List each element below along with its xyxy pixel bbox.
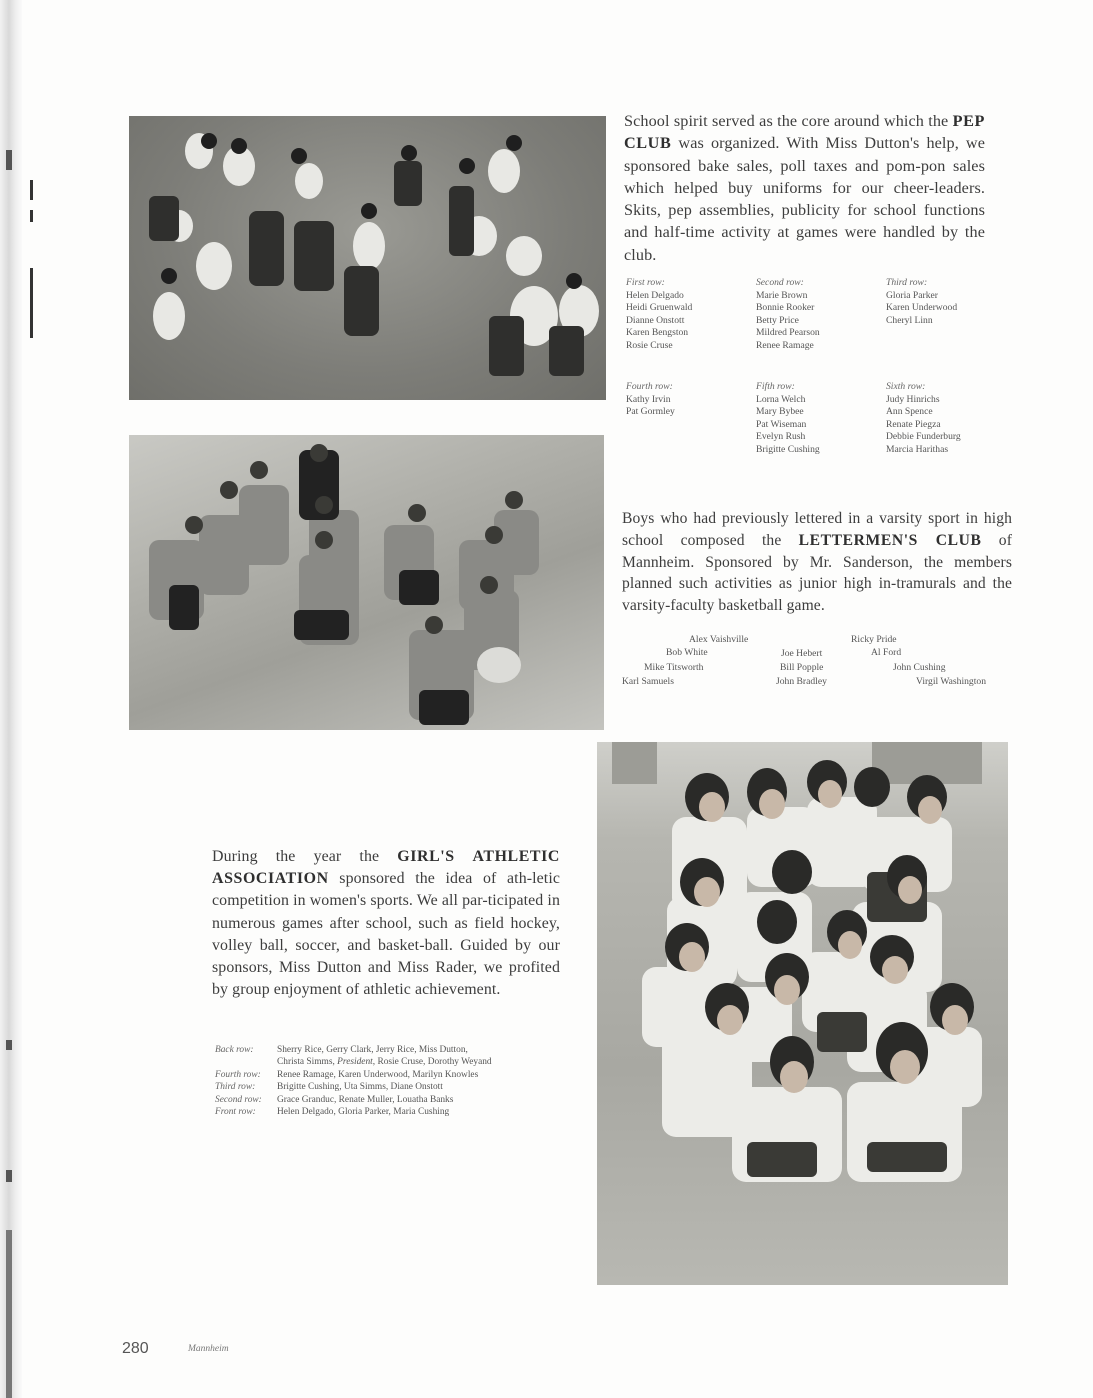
- lettermens-club-photo: [129, 435, 604, 730]
- pep-club-description: [624, 110, 985, 266]
- letterman-name: John Bradley: [776, 676, 827, 687]
- roster-names: Helen Delgado, Gloria Parker, Maria Cushing: [277, 1107, 450, 1118]
- running-title: Mannheim: [188, 1344, 229, 1354]
- roster-row-label: Second row:: [215, 1094, 262, 1105]
- gaa-text-before: During the year the: [212, 848, 398, 865]
- pep-roster-fourth-row: [626, 381, 675, 419]
- roster-name: Karen Underwood: [886, 302, 958, 314]
- gaa-club-name: GIRL'S ATHLETIC ASSOCIATION: [212, 848, 560, 888]
- roster-row-label: Third row:: [215, 1082, 256, 1093]
- roster-name: Christa Simms,: [277, 1057, 338, 1068]
- roster-row-label: Front row:: [215, 1107, 256, 1118]
- roster-name: Kathy Irvin: [626, 393, 671, 405]
- gaa-roster-row: [215, 1081, 492, 1093]
- roster-row-label: Sixth row:: [886, 381, 926, 392]
- roster-names: Sherry Rice, Gerry Clark, Jerry Rice, Miss Dutton,: [277, 1045, 468, 1055]
- letterman-name: Virgil Washington: [916, 676, 986, 687]
- roster-names: [277, 1056, 492, 1068]
- pep-roster-sixth-row: [886, 381, 961, 457]
- letterman-name: Al Ford: [871, 647, 902, 658]
- roster-row-label: Third row:: [886, 277, 928, 288]
- roster-row-label: First row:: [626, 277, 665, 288]
- roster-name: Dianne Onstott: [626, 314, 685, 326]
- officer-title: President: [337, 1057, 373, 1068]
- roster-name: Ann Spence: [886, 406, 933, 418]
- pep-roster-third-row: [886, 277, 957, 327]
- roster-name: Mildred Pearson: [756, 327, 820, 339]
- margin-mark: [30, 210, 33, 222]
- letterman-name: Ricky Pride: [851, 634, 897, 645]
- binding-mark: [6, 150, 12, 170]
- pep-club-photo: [129, 116, 606, 400]
- roster-name: Rosie Cruse: [626, 339, 673, 351]
- roster-name: Marie Brown: [756, 289, 808, 301]
- roster-names: Renee Ramage, Karen Underwood, Marilyn Knowles: [277, 1069, 479, 1080]
- gaa-roster-row: [215, 1069, 492, 1081]
- letterman-name: Bill Popple: [780, 662, 824, 673]
- roster-name: Gloria Parker: [886, 289, 938, 301]
- girls-athletic-association-photo: [597, 742, 1008, 1285]
- letterman-name: Karl Samuels: [622, 676, 674, 687]
- lettermens-club-description: [622, 508, 1012, 617]
- roster-name: Bonnie Rooker: [756, 302, 815, 314]
- page-binding-edge: [0, 0, 22, 1398]
- pep-club-name: PEP CLUB: [624, 112, 985, 153]
- roster-row-label: Back row:: [215, 1045, 254, 1055]
- gaa-roster-row-continued: [215, 1056, 492, 1068]
- roster-indent: [215, 1056, 277, 1068]
- roster-name: Lorna Welch: [756, 393, 806, 405]
- roster-name: Debbie Funderburg: [886, 431, 961, 443]
- lettermens-text-after: of Mannheim. Sponsored by Mr. Sanderson, the members planned such activities as junior high in-tramurals and the varsity-faculty basketball game.: [622, 531, 1012, 615]
- letterman-name: Joe Hebert: [781, 648, 823, 659]
- roster-name: , Rosie Cruse, Dorothy Weyand: [372, 1057, 492, 1068]
- page-number: 280: [122, 1340, 149, 1357]
- binding-mark: [6, 1170, 12, 1182]
- roster-name: Brigitte Cushing: [756, 443, 820, 455]
- pep-roster-fifth-row: [756, 381, 820, 457]
- roster-name: Helen Delgado: [626, 289, 684, 301]
- pep-club-text-before: School spirit served as the core around which the: [624, 112, 953, 130]
- pep-roster-first-row: [626, 277, 692, 353]
- roster-name: Betty Price: [756, 314, 799, 326]
- pep-club-photo-figures: [129, 116, 606, 400]
- pep-roster-second-row: [756, 277, 820, 353]
- binding-mark: [6, 1230, 12, 1398]
- roster-name: Pat Wiseman: [756, 418, 807, 430]
- margin-mark: [30, 268, 33, 338]
- roster-name: Mary Bybee: [756, 406, 804, 418]
- margin-mark: [30, 180, 33, 200]
- roster-names: Grace Granduc, Renate Muller, Louatha Banks: [277, 1094, 454, 1105]
- binding-mark: [6, 1040, 12, 1050]
- roster-name: Heidi Gruenwald: [626, 302, 693, 314]
- gaa-roster-row: [215, 1106, 492, 1118]
- roster-row-label: Fourth row:: [215, 1069, 261, 1080]
- roster-name: Renee Ramage: [756, 339, 814, 351]
- roster-row-label: Second row:: [756, 277, 804, 288]
- roster-name: Marcia Harithas: [886, 443, 949, 455]
- roster-name: Cheryl Linn: [886, 314, 933, 326]
- roster-name: Evelyn Rush: [756, 431, 806, 443]
- gaa-description: [212, 846, 560, 1001]
- letterman-name: Bob White: [666, 647, 708, 658]
- roster-row-label: Fourth row:: [626, 381, 673, 392]
- roster-name: Renate Piegza: [886, 418, 941, 430]
- pep-club-text-after: was organized. With Miss Dutton's help, we sponsored bake sales, poll taxes and pom-pon sales which helped buy uniforms for our cheer-leaders. Skits, pep assemblies, publicity for school functions and half-time activity at games were handled by the club.: [624, 134, 985, 264]
- letterman-name: Alex Vaishville: [689, 634, 749, 645]
- roster-name: Karen Bengston: [626, 327, 689, 339]
- lettermens-club-name: LETTERMEN'S CLUB: [798, 531, 982, 549]
- gaa-roster: [215, 1044, 492, 1118]
- roster-name: Judy Hinrichs: [886, 393, 940, 405]
- lettermens-club-photo-figures: [129, 435, 604, 730]
- gaa-roster-row: [215, 1094, 492, 1106]
- letterman-name: John Cushing: [893, 662, 946, 673]
- gaa-text-after: sponsored the idea of ath-letic competition in women's sports. We all par-ticipated in numerous games after school, such as field hockey, volley ball, soccer, and basket-ball. Guided by our sponsors, Miss Dutton and Miss Rader, we profited by group enjoyment of athletic achievement.: [212, 870, 560, 999]
- gaa-roster-row: [215, 1044, 492, 1056]
- roster-row-label: Fifth row:: [756, 381, 795, 392]
- roster-names: Brigitte Cushing, Uta Simms, Diane Onstott: [277, 1082, 443, 1093]
- letterman-name: Mike Titsworth: [644, 662, 704, 673]
- gaa-photo-figures: [597, 742, 1008, 1285]
- lettermens-text-before: Boys who had previously lettered in a varsity sport in high school composed the: [622, 510, 1012, 549]
- roster-name: Pat Gormley: [626, 406, 675, 418]
